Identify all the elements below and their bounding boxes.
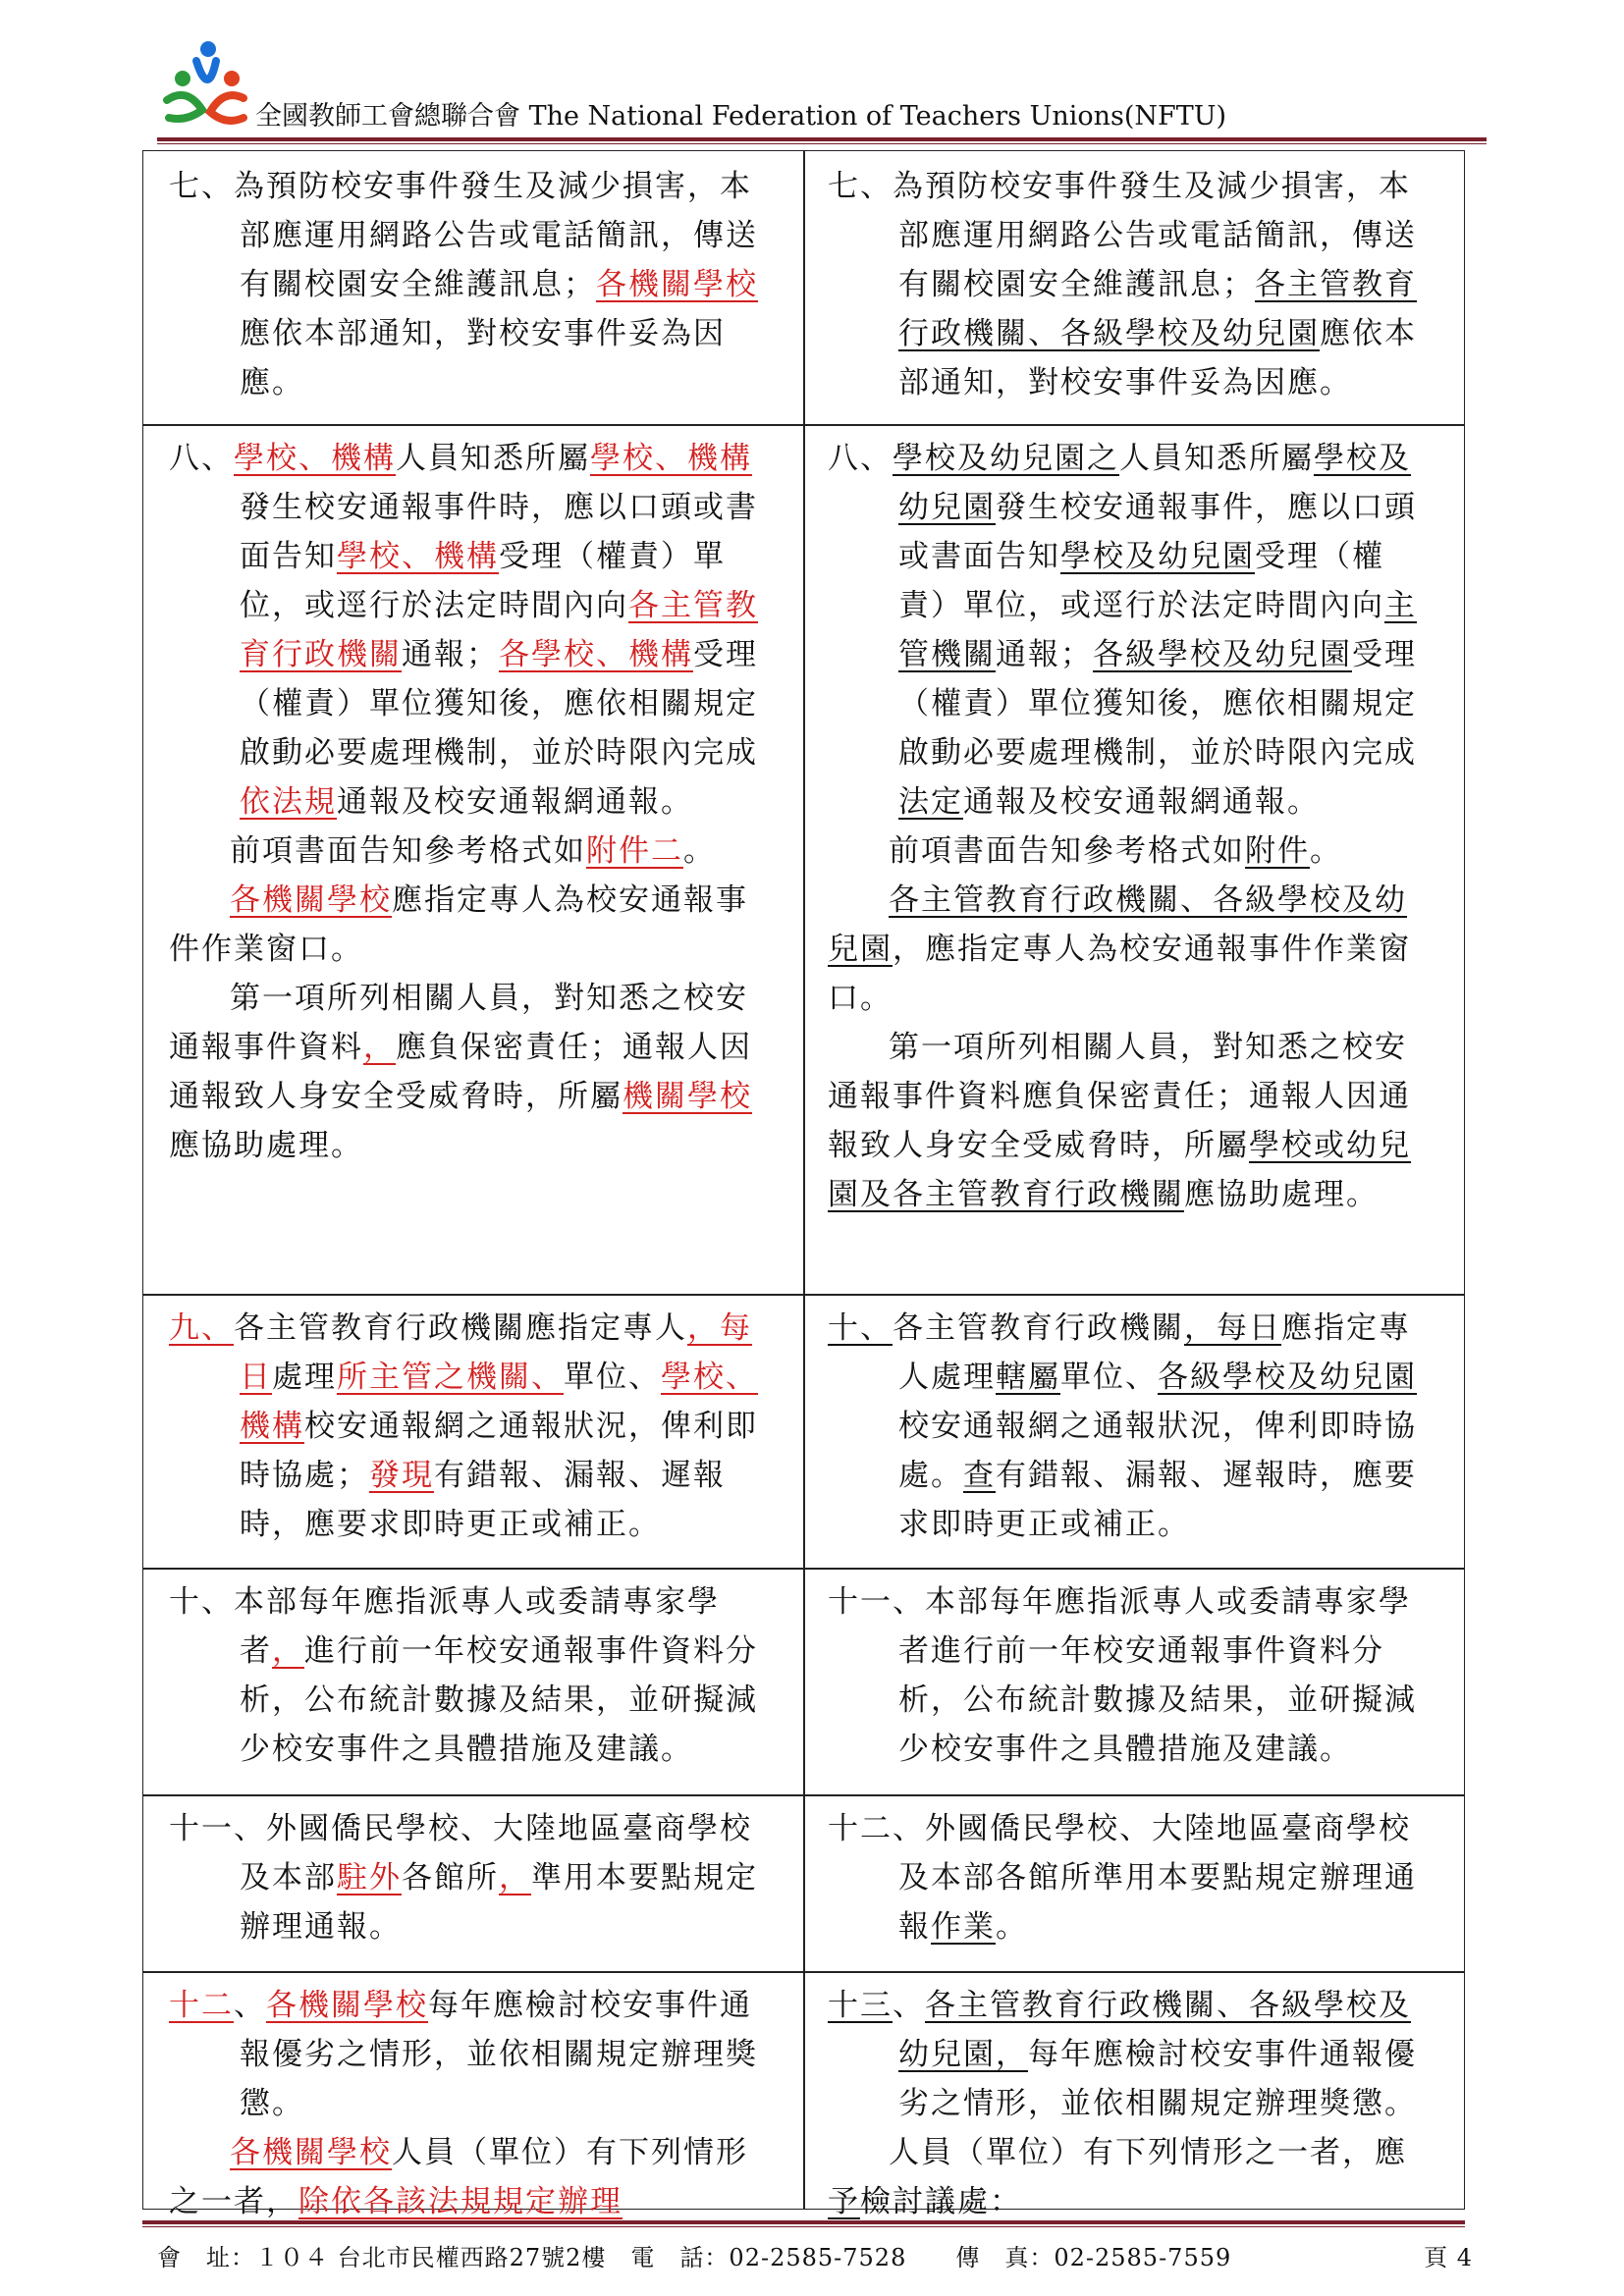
clause-text: 十、本部每年應指派專人或委請專家學者 — [169, 1584, 720, 1669]
clause-text: 發生校安通報事件，應以口頭或書面告知 — [898, 490, 1417, 574]
clause-text: ，應指定專人為校安通報事件作業窗口。 — [828, 932, 1411, 1016]
amended-text: ， — [272, 1633, 304, 1669]
clause-text: 各主管教育行政機關應指定專人 — [234, 1310, 687, 1346]
clause-paragraph — [169, 2128, 770, 2226]
clause-text: 每年應檢討校安事件通報優劣之情形，並依相關規定辦理獎懲。 — [240, 1988, 758, 2121]
clause-text: 通報； — [402, 637, 499, 672]
clause-item — [169, 162, 770, 407]
amended-text: 各學校、機構 — [499, 637, 693, 672]
amended-text: 十三 — [828, 1988, 893, 2023]
amended-text: 各主管教育行政機關、各級學校及幼兒園 — [898, 267, 1417, 351]
clause-text: 人員（單位）有下列情形之一者， — [169, 2135, 748, 2219]
clause-text: 各館所 — [402, 1860, 499, 1896]
clause-item — [828, 1981, 1429, 2128]
page-footer — [157, 2238, 1473, 2272]
clause-text: 每年應檢討校安事件通報優劣之情形，並依相關規定辦理獎懲。 — [898, 2037, 1417, 2121]
amended-text: ， — [363, 1030, 396, 1065]
amended-text: 各主管教育行政機關 — [240, 588, 758, 672]
amended-text: ， — [499, 1860, 531, 1896]
clause-text: 應指定專人為校安通報事件作業窗口。 — [169, 882, 748, 967]
clause-text: 檢討議處： — [860, 2184, 1022, 2219]
amended-text: 九、 — [169, 1310, 234, 1346]
table-cell-left — [169, 1304, 770, 1549]
clause-item — [828, 1577, 1429, 1774]
table-cell-left — [169, 1981, 770, 2226]
table-cell-right — [828, 1304, 1429, 1549]
amended-text: 學校、機構 — [590, 441, 752, 476]
clause-text: 應負保密責任；通報人因通報致人身安全受威脅時，所屬 — [169, 1030, 752, 1114]
clause-text: 應依本部通知，對校安事件妥為因應。 — [240, 316, 726, 400]
clause-text: 第一項所列相關人員，對知悉之校安通報事件資料 — [169, 981, 748, 1065]
amended-text: 十二 — [169, 1988, 234, 2023]
amended-text: 學校或幼兒園及各主管教育行政機關 — [828, 1128, 1411, 1212]
nftu-logo-icon — [157, 39, 251, 133]
clause-text: 八、 — [828, 441, 893, 476]
clause-text: 單位、 — [564, 1360, 661, 1395]
row-divider — [142, 1294, 1465, 1296]
clause-text: 處理 — [272, 1360, 337, 1395]
table-cell-left — [169, 1577, 770, 1774]
table-cell-right — [828, 1981, 1429, 2226]
clause-text: 通報及校安通報網通報。 — [963, 784, 1320, 820]
clause-text: 受理（權責）單位，或逕行於法定時間內向 — [240, 539, 726, 623]
amended-text: 學校、機構 — [337, 539, 499, 574]
clause-text: 、 — [893, 1988, 925, 2023]
table-cell-right — [828, 434, 1429, 1219]
clause-text: 校安通報網之通報狀況，俾利即時協處； — [240, 1409, 758, 1493]
row-divider — [142, 1971, 1465, 1973]
table-cell-right — [828, 1804, 1429, 1951]
clause-item — [169, 1577, 770, 1774]
clause-text: 準用本要點規定辦理通報。 — [240, 1860, 758, 1945]
amended-text: 各主管教育行政機關、各級學校及幼兒園， — [898, 1988, 1411, 2072]
amended-text: 各機關學校 — [230, 882, 392, 918]
clause-text: 。 — [1310, 833, 1342, 869]
clause-text: 八、 — [169, 441, 234, 476]
clause-text: 有錯報、漏報、遲報時，應要求即時更正或補正。 — [898, 1458, 1417, 1542]
amended-text: 轄屬 — [996, 1360, 1060, 1395]
amended-text: 各級學校及幼兒園 — [1093, 637, 1352, 672]
amended-text: 學校、機構 — [240, 1360, 758, 1444]
amended-text: 附件二 — [586, 833, 683, 869]
table-cell-right — [828, 1577, 1429, 1774]
clause-text: 應依本部通知，對校安事件妥為因應。 — [898, 316, 1417, 400]
amended-text: 十、 — [828, 1310, 893, 1346]
amended-text: 除依各該法規規定辦理 — [298, 2184, 623, 2219]
clause-text: 單位、 — [1060, 1360, 1158, 1395]
amended-text: 作業 — [931, 1909, 996, 1945]
amended-text: ，每日 — [1184, 1310, 1281, 1346]
clause-text: 、 — [234, 1988, 266, 2023]
row-divider — [142, 1568, 1465, 1570]
header-rule-thin — [157, 143, 1487, 144]
clause-text: 七、為預防校安事件發生及減少損害，本部應運用網路公告或電話簡訊，傳送有關校園安全維護訊息； — [828, 169, 1417, 302]
clause-text: 發生校安通報事件時，應以口頭或書面告知 — [240, 490, 758, 574]
clause-text: 十一、本部每年應指派專人或委請專家學者進行前一年校安通報事件資料分析，公布統計數據及結果，並研擬減少校安事件之具體措施及建議。 — [828, 1584, 1417, 1767]
amended-text: 發現 — [369, 1458, 434, 1493]
org-name: 全國教師工會總聯合會 The National Federation of Teachers Unions(NFTU) — [255, 101, 1227, 132]
clause-item — [169, 1981, 770, 2128]
clause-text: 前項書面告知參考格式如 — [230, 833, 586, 869]
row-divider — [142, 424, 1465, 426]
clause-paragraph — [828, 827, 1429, 876]
clause-text: 。 — [683, 833, 716, 869]
footer-rule-thin — [142, 2226, 1465, 2227]
column-divider — [803, 150, 805, 2210]
clause-text: 受理（權責）單位，或逕行於法定時間內向 — [898, 539, 1384, 623]
table-cell-left — [169, 162, 770, 407]
amended-text: 所主管之機關、 — [337, 1360, 564, 1395]
clause-item — [169, 434, 770, 827]
clause-text: 有錯報、漏報、遲報時，應要求即時更正或補正。 — [240, 1458, 726, 1542]
amended-text: 學校及幼兒園 — [898, 441, 1411, 525]
amended-text: 各主管教育行政機關、各級學校及幼兒園 — [828, 882, 1407, 967]
clause-paragraph — [828, 2128, 1429, 2226]
clause-text: 校安通報網之通報狀況，俾利即時協處。 — [898, 1409, 1417, 1493]
clause-paragraph — [169, 974, 770, 1170]
clause-item — [169, 1304, 770, 1549]
amended-text: ，每日 — [240, 1310, 752, 1395]
clause-paragraph — [828, 1023, 1429, 1219]
clause-text: 人員（單位）有下列情形之一者，應 — [889, 2135, 1407, 2170]
page-header — [157, 39, 1473, 147]
clause-paragraph — [169, 876, 770, 974]
amended-text: 機關學校 — [623, 1079, 752, 1114]
amended-text: 各機關學校 — [266, 1988, 428, 2023]
amended-text: 學校及幼兒園 — [1060, 539, 1255, 574]
clause-text: 受理（權責）單位獲知後，應依相關規定啟動必要處理機制，並於時限內完成 — [898, 637, 1417, 771]
clause-text: 應指定專人處理 — [898, 1310, 1411, 1395]
table-cell-right — [828, 162, 1429, 407]
clause-text: 受理（權責）單位獲知後，應依相關規定啟動必要處理機制，並於時限內完成 — [240, 637, 758, 771]
clause-item — [828, 1304, 1429, 1549]
clause-text: 第一項所列相關人員，對知悉之校安通報事件資料應負保密責任；通報人因通報致人身安全受威脅時，所屬 — [828, 1030, 1411, 1163]
clause-text: 應協助處理。 — [169, 1128, 363, 1163]
table-cell-left — [169, 1804, 770, 1951]
clause-text: 通報； — [996, 637, 1093, 672]
page-number: 頁 4 — [1424, 2244, 1473, 2271]
clause-text: 人員知悉所屬 — [1119, 441, 1314, 476]
footer-address: 會 址：１０４ 台北市民權西路27號2樓 電 話：02-2585-7528 傳 真：02-2585-7559 — [157, 2244, 1232, 2271]
clause-paragraph — [169, 827, 770, 876]
amended-text: 各級學校及幼兒園 — [1158, 1360, 1417, 1395]
amended-text: 法定 — [898, 784, 963, 820]
amended-text: 學校、機構 — [234, 441, 396, 476]
clause-text: 前項書面告知參考格式如 — [889, 833, 1245, 869]
amended-text: 各機關學校 — [596, 267, 758, 302]
amended-text: 依法規 — [240, 784, 337, 820]
clause-text: 應協助處理。 — [1184, 1177, 1379, 1212]
amended-text: 予 — [828, 2184, 860, 2219]
footer-rule — [142, 2220, 1465, 2224]
table-cell-left — [169, 434, 770, 1170]
clause-item — [828, 162, 1429, 407]
header-rule — [157, 137, 1487, 141]
amended-text: 主管機關 — [898, 588, 1417, 672]
amended-text: 查 — [963, 1458, 996, 1493]
clause-text: 十二、外國僑民學校、大陸地區臺商學校及本部各館所準用本要點規定辦理通報 — [828, 1811, 1417, 1945]
amended-text: 各機關學校 — [230, 2135, 392, 2170]
clause-text: 各主管教育行政機關 — [893, 1310, 1184, 1346]
clause-text: 七、為預防校安事件發生及減少損害，本部應運用網路公告或電話簡訊，傳送有關校園安全維護訊息； — [169, 169, 758, 302]
clause-item — [169, 1804, 770, 1951]
clause-text: 通報及校安通報網通報。 — [337, 784, 693, 820]
amended-text: 附件 — [1245, 833, 1310, 869]
amended-text: 駐外 — [337, 1860, 402, 1896]
clause-text: 。 — [996, 1909, 1028, 1945]
clause-paragraph — [828, 876, 1429, 1023]
row-divider — [142, 1794, 1465, 1796]
amended-text: 學校及幼兒園之 — [893, 441, 1119, 476]
clause-text: 人員知悉所屬 — [396, 441, 590, 476]
clause-text: 十一、外國僑民學校、大陸地區臺商學校及本部 — [169, 1811, 752, 1896]
clause-text: 進行前一年校安通報事件資料分析，公布統計數據及結果，並研擬減少校安事件之具體措施及建議。 — [240, 1633, 758, 1767]
clause-item — [828, 434, 1429, 827]
clause-item — [828, 1804, 1429, 1951]
